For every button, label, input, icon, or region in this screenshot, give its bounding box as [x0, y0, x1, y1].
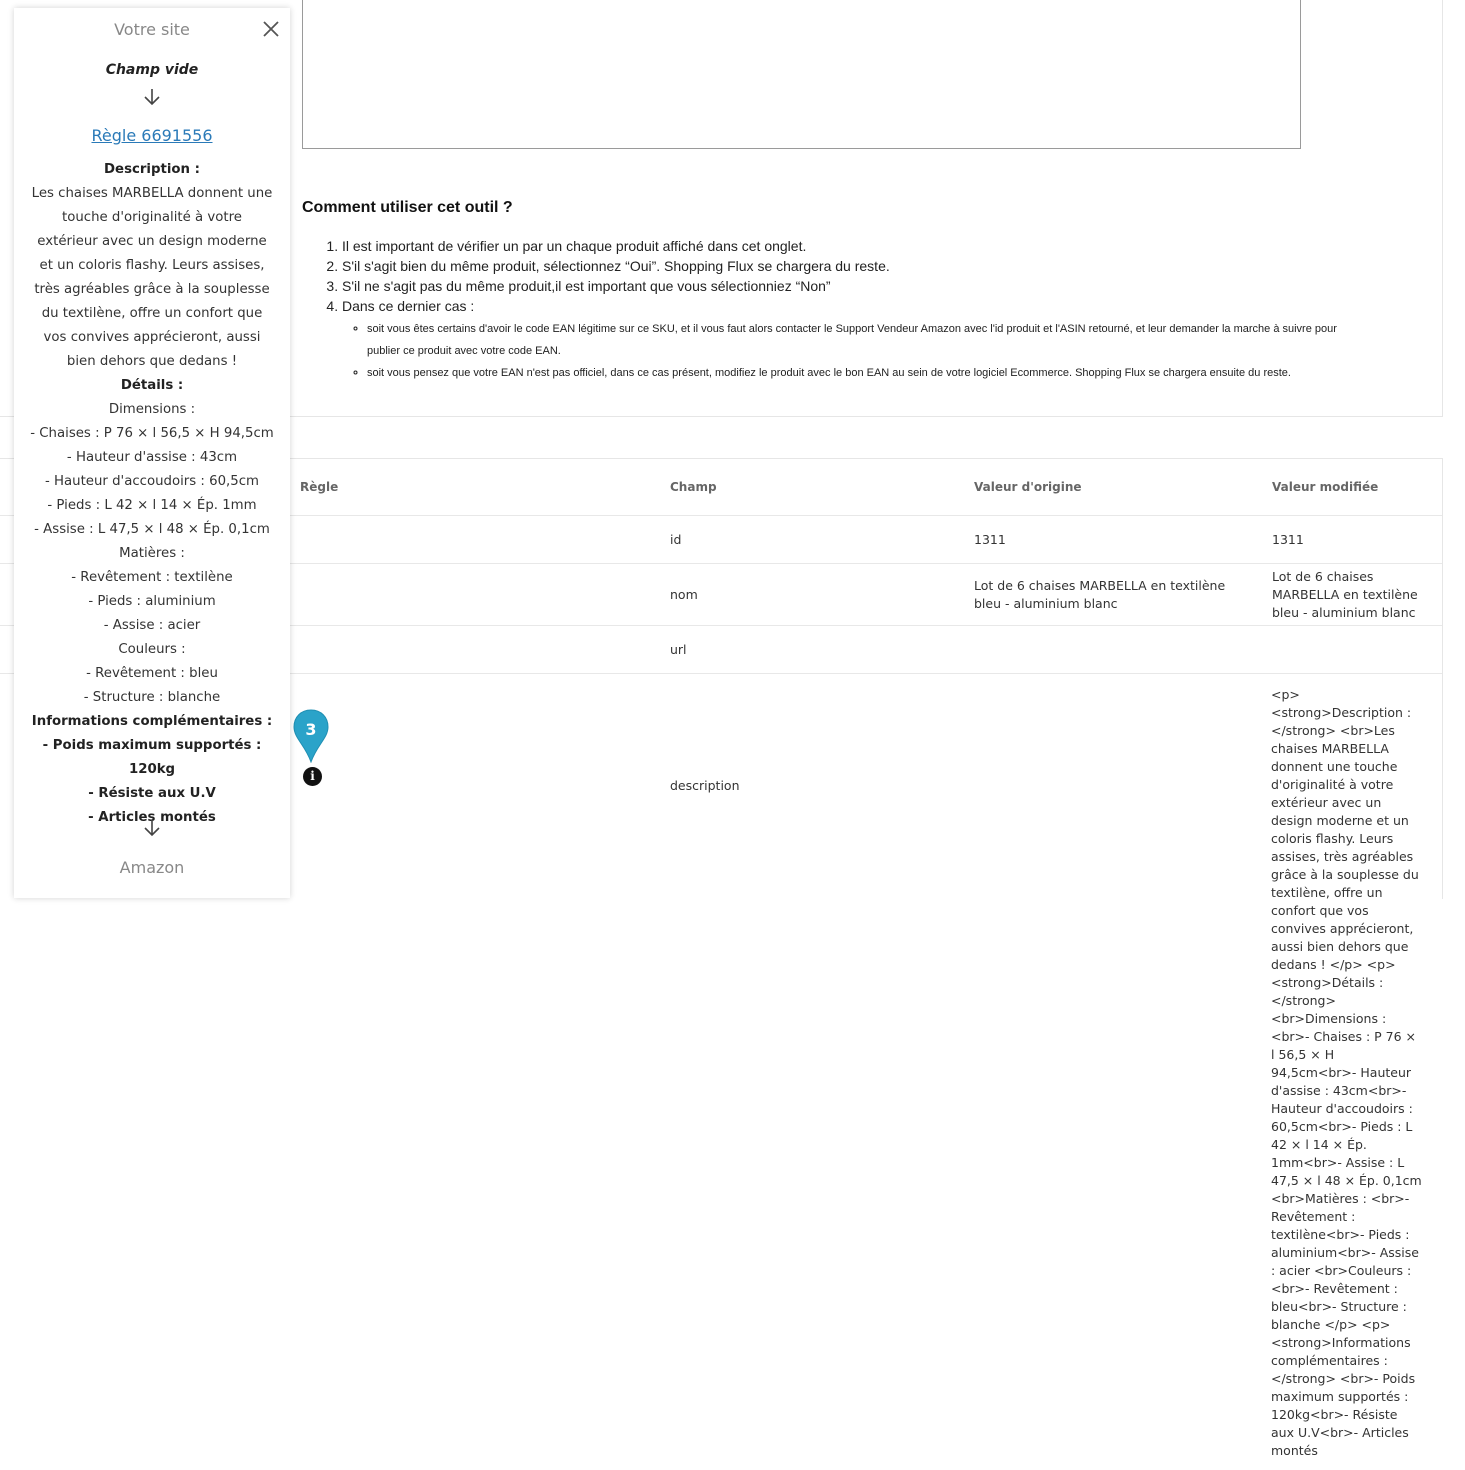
howto-substep: ◦ soit vous pensez que votre EAN n'est pas officiel, dans ce cas présent, modifiez le produit avec le bon EAN au sein de votre logiciel Ecommerce. Shopping Flux se chargera ensuite du reste. — [367, 362, 1342, 384]
details-line: - Pieds : aluminium — [88, 594, 215, 609]
cell-modified: <p> <strong>Description :</strong> <br>Les chaises MARBELLA donnent une touche d'originalité à votre extérieur avec un design moderne et un coloris flashy. Leurs assises, très agréables grâce à la souplesse du textilène, offre un confort que vos convives apprécieront, aussi bien dehors que dedans ! </p> <p> <strong>Détails :</strong> <br>Dimensions : <br>- Chaises : P 76 × l 56,5 × H 94,5cm<br>- Hauteur d'assise : 43cm<br>- Hauteur d'accoudoirs : 60,5cm<br>- Pieds : L 42 × l 14 × Ép. 1mm<br>- Assise : L 47,5 × l 48 × Ép. 0,1cm <br>Matières : <br>- Revêtement : textilène<br>- Pieds : aluminium<br>- Assise : acier <br>Couleurs : <br>- Revêtement : bleu<br>- Structure : blanche </p> <p> <strong>Informations complémentaires :</strong> <br>- Poids maximum supportés : 120kg<br>- Résiste aux U.V<br>- Articles montés — [1271, 674, 1442, 1470]
howto-step-label: Dans ce dernier cas : — [342, 298, 474, 314]
empty-field-label: Champ vide — [14, 62, 290, 78]
howto-step: 1. Il est important de vérifier un par un chaque produit affiché dans cet onglet. — [342, 236, 1342, 256]
description-preview — [30, 158, 274, 830]
header-field: Champ — [669, 459, 973, 516]
info-icon[interactable]: i — [303, 767, 322, 786]
info-line: - Résiste aux U.V — [88, 786, 216, 801]
cell-field: url — [669, 626, 973, 674]
destination-label: Amazon — [14, 858, 290, 877]
details-line: Matières : — [119, 546, 185, 561]
panel-title: Votre site — [14, 20, 290, 39]
cell-original — [973, 626, 1271, 674]
description-heading: Description : — [104, 162, 200, 177]
howto-substep: ◦ soit vous êtes certains d'avoir le code EAN légitime sur ce SKU, et il vous faut alors contacter le Support Vendeur Amazon avec l'id produit et l'ASIN retourné, et leur demander la marche à suivre pour publier ce produit avec votre code EAN. — [367, 318, 1342, 362]
arrow-down-icon — [142, 87, 162, 107]
howto-steps — [302, 236, 1342, 384]
details-line: - Pieds : L 42 × l 14 × Ép. 1mm — [47, 498, 256, 513]
details-heading: Détails : — [121, 378, 183, 393]
tour-step-number: 3 — [305, 720, 316, 739]
arrow-down-icon — [142, 818, 162, 838]
close-icon[interactable] — [262, 20, 280, 38]
details-line: - Assise : acier — [104, 618, 201, 633]
details-line: - Structure : blanche — [84, 690, 220, 705]
text-area[interactable] — [302, 0, 1301, 149]
howto-title: Comment utiliser cet outil ? — [302, 199, 513, 217]
cell-original: Lot de 6 chaises MARBELLA en textilène bleu - aluminium blanc — [973, 564, 1271, 626]
tour-step-pin[interactable] — [293, 709, 329, 763]
cell-field: description — [669, 674, 973, 1470]
details-line: - Assise : L 47,5 × l 48 × Ép. 0,1cm — [34, 522, 270, 537]
info-heading: Informations complémentaires : — [32, 714, 272, 729]
details-line: Dimensions : — [109, 402, 195, 417]
howto-step: 3. S'il ne s'agit pas du même produit,il est important que vous sélectionniez “Non” — [342, 276, 1342, 296]
details-line: - Revêtement : textilène — [71, 570, 232, 585]
details-line: - Hauteur d'assise : 43cm — [67, 450, 237, 465]
cell-original — [973, 674, 1271, 1470]
cell-modified — [1271, 626, 1442, 674]
details-line: - Hauteur d'accoudoirs : 60,5cm — [45, 474, 259, 489]
header-original: Valeur d'origine — [973, 459, 1271, 516]
details-line: Couleurs : — [118, 642, 185, 657]
info-line: - Poids maximum supportés : 120kg — [43, 738, 262, 777]
description-text: Les chaises MARBELLA donnent une touche d'originalité à votre extérieur avec un design moderne et un coloris flashy. Leurs assises, très agréables grâce à la souplesse du textilène, offre un confort que vos convives apprécieront, aussi bien dehors que dedans ! — [32, 186, 273, 369]
cell-modified: Lot de 6 chaises MARBELLA en textilène bleu - aluminium blanc — [1271, 564, 1442, 626]
details-line: - Chaises : P 76 × l 56,5 × H 94,5cm — [30, 426, 274, 441]
howto-step: 2. S'il s'agit bien du même produit, sélectionnez “Oui”. Shopping Flux se chargera du reste. — [342, 256, 1342, 276]
cell-field: id — [669, 516, 973, 564]
cell-original: 1311 — [973, 516, 1271, 564]
header-modified: Valeur modifiée — [1271, 459, 1442, 516]
info-line: - Articles montés — [88, 810, 216, 825]
cell-field: nom — [669, 564, 973, 626]
howto-substeps — [342, 318, 1342, 384]
header-rule: Règle — [0, 459, 669, 516]
field-detail-panel — [14, 8, 290, 898]
details-line: - Revêtement : bleu — [86, 666, 218, 681]
rule-link[interactable]: Règle 6691556 — [14, 126, 290, 145]
howto-step — [342, 296, 1342, 384]
cell-modified: 1311 — [1271, 516, 1442, 564]
